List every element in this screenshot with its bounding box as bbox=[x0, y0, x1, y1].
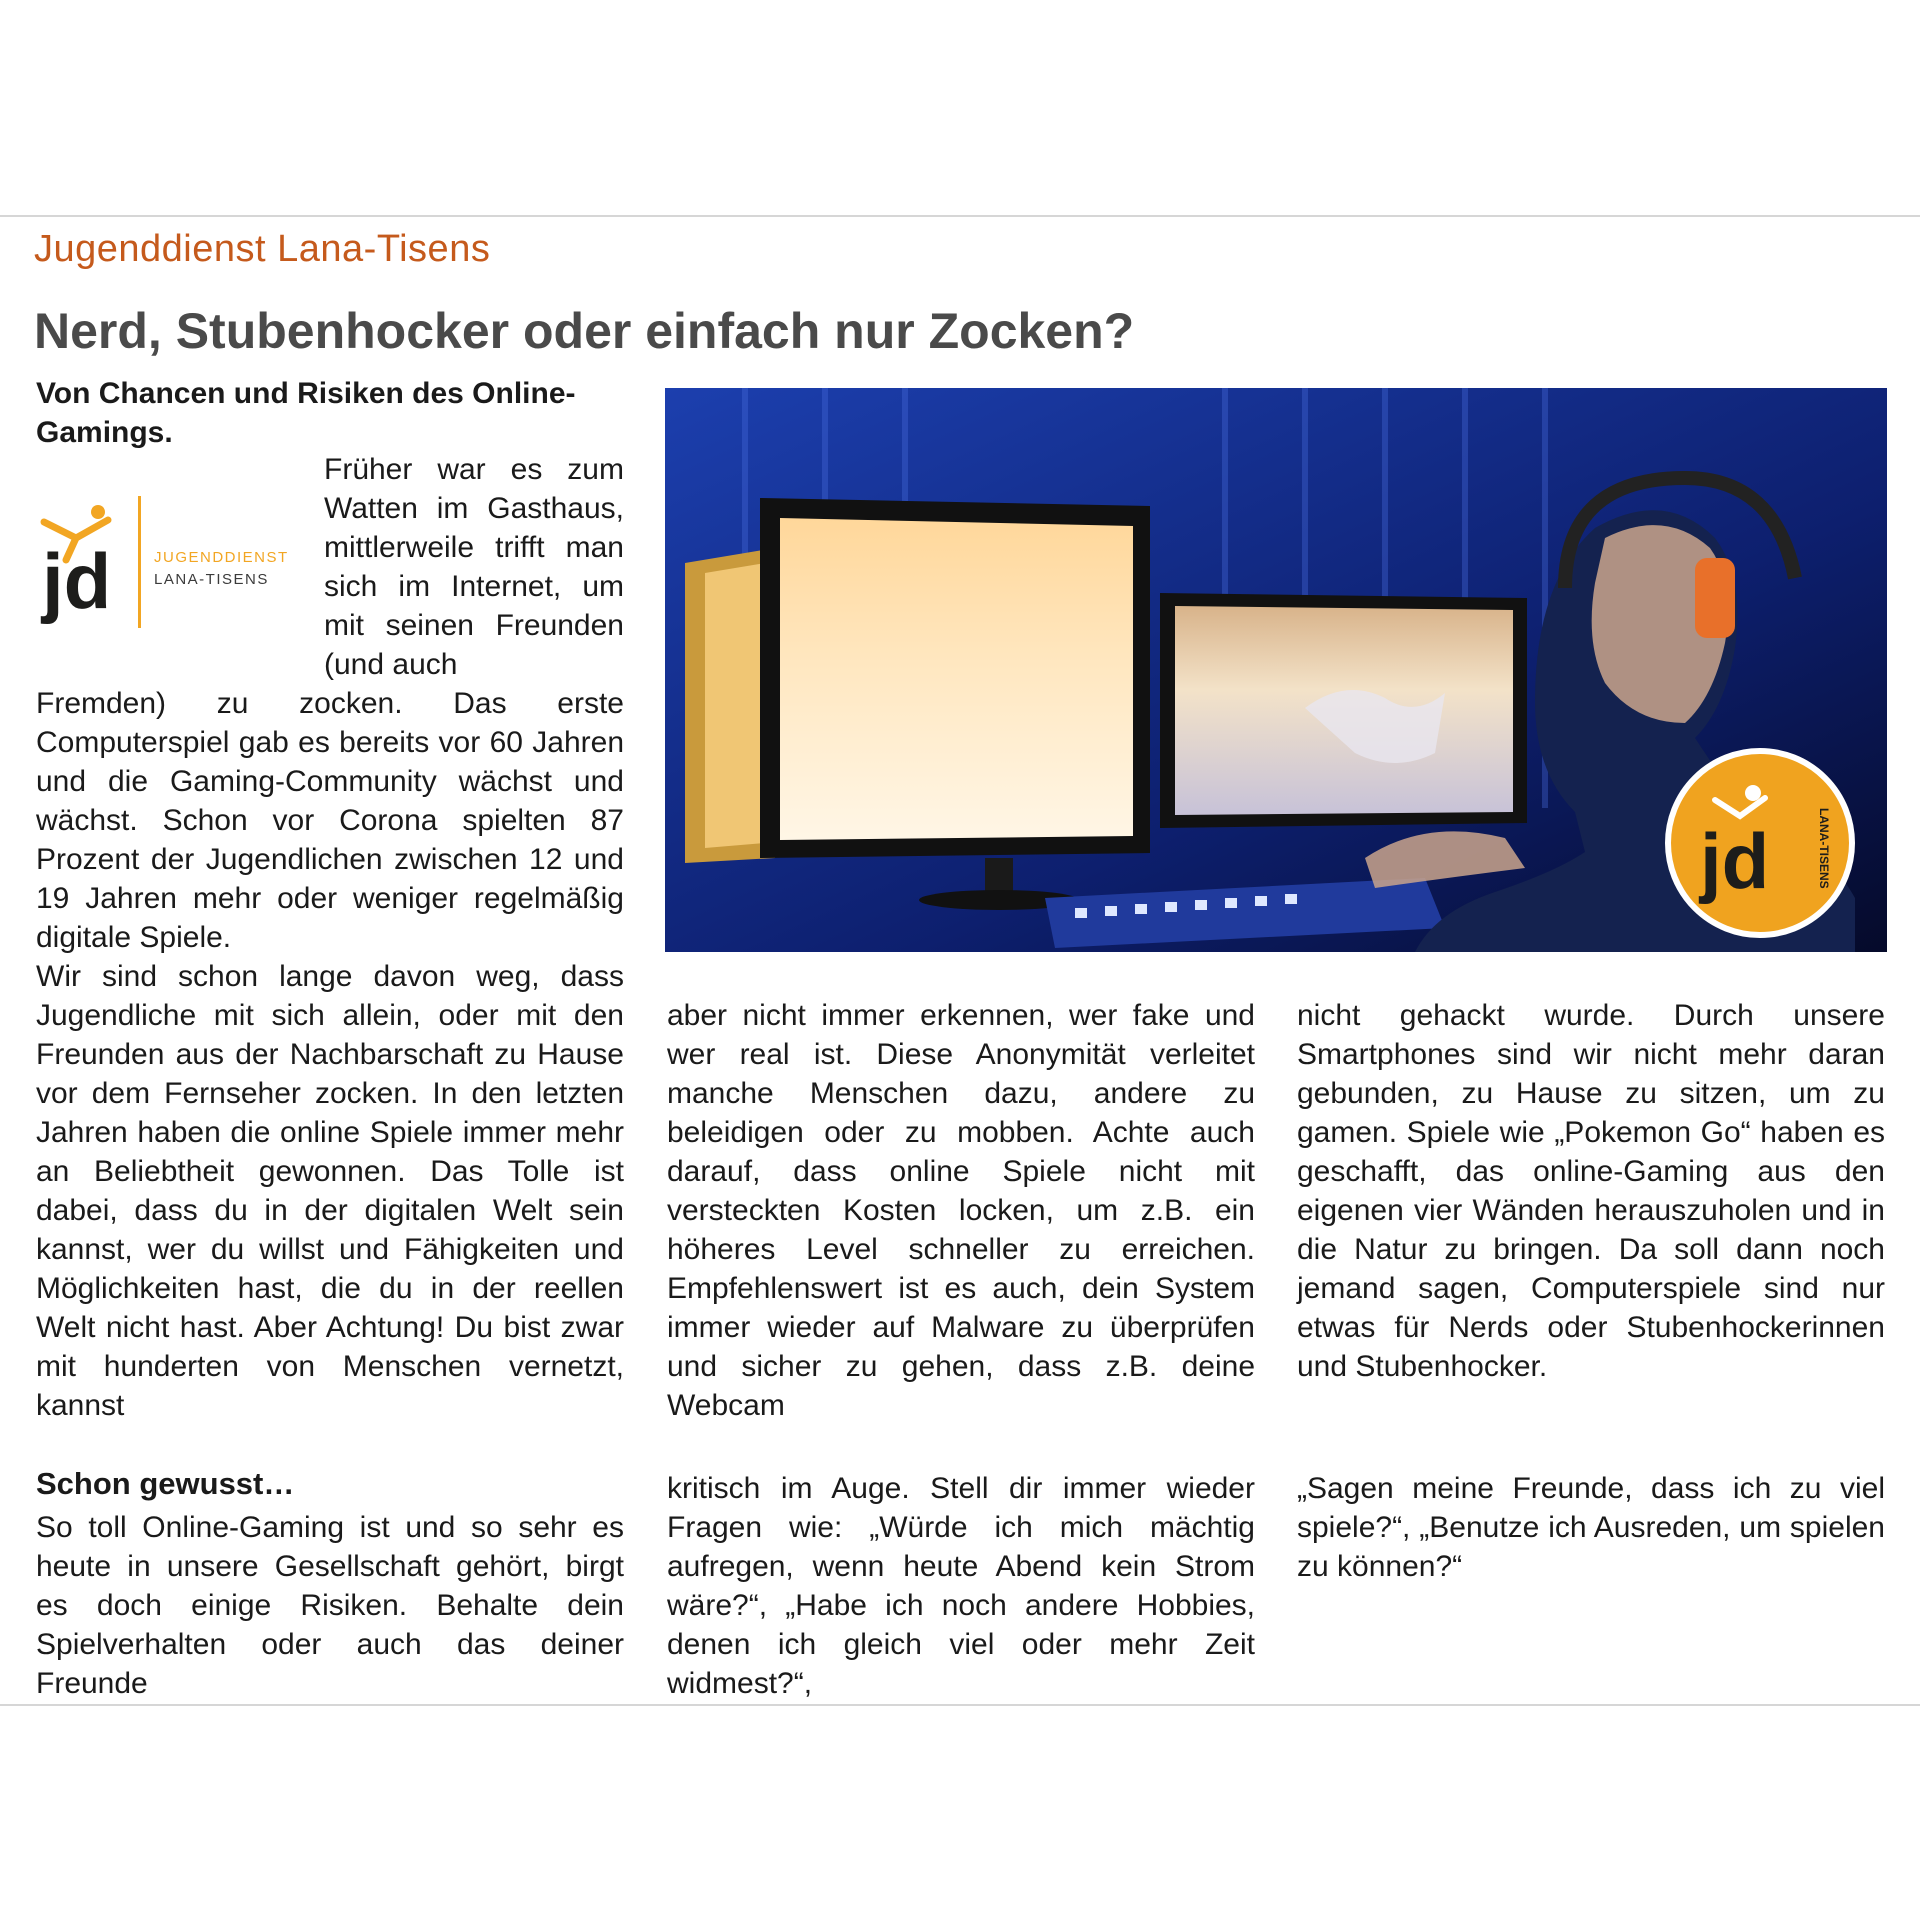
svg-text:JUGENDDIENST: JUGENDDIENST bbox=[154, 549, 289, 566]
svg-text:jd: jd bbox=[1700, 817, 1770, 905]
bottom-rule bbox=[0, 1704, 1920, 1706]
organization-name: Jugenddienst Lana-Tisens bbox=[34, 228, 491, 270]
intro-text-beside-logo: Früher war es zum Watten im Gasthaus, mittlerweile trifft man sich im Internet, um mit seinen Freunden (und auch bbox=[324, 453, 624, 681]
article-paragraph: Fremden) zu zocken. Das erste Computerspiel gab es bereits vor 60 Jahren und die Gaming-Community wächst und wächst. Schon vor Corona spielten 87 Prozent der Jugendlichen zwischen 12 und 19 Jahren mehr oder weniger regelmäßig digitale Spiele. bbox=[36, 687, 624, 954]
box-column-2: kritisch im Auge. Stell dir immer wieder Fragen wie: „Würde ich mich mächtig aufregen, wenn heute Abend kein Strom wäre?“, „Habe ich noch andere Hobbies, denen ich gleich viel oder mehr Zeit widmest?“, bbox=[667, 1472, 1255, 1700]
box-column-1: So toll Online-Gaming ist und so sehr es heute in unsere Gesellschaft gehört, birgt es doch einige Risiken. Behalte dein Spielverhalten oder auch das deiner Freunde bbox=[36, 1511, 624, 1700]
article-column-2 bbox=[667, 996, 1255, 1425]
article-paragraph: nicht gehackt wurde. Durch unsere Smartphones sind wir nicht mehr daran gebunden, zu Hause zu sitzen, um zu gamen. Spiele wie „Pokemon Go“ haben es geschafft, das online-Gaming aus den eigenen vier Wänden herauszuholen und in die Natur zu bringen. Da soll dann noch jemand sagen, Computerspiele sind nur etwas für Nerds oder Stubenhockerinnen und Stubenhocker. bbox=[1297, 999, 1885, 1383]
box-heading: Schon gewusst… bbox=[36, 1466, 295, 1501]
page-title: Nerd, Stubenhocker oder einfach nur Zocken? bbox=[34, 303, 1135, 359]
gaming-photo bbox=[665, 388, 1887, 952]
article-column-3 bbox=[1297, 996, 1885, 1386]
top-rule bbox=[0, 215, 1920, 217]
box-column-3: „Sagen meine Freunde, dass ich zu viel spiele?“, „Benutze ich Ausreden, um spielen zu können?“ bbox=[1297, 1472, 1885, 1583]
jd-badge-icon bbox=[1668, 751, 1852, 935]
jugenddienst-logo bbox=[36, 490, 306, 640]
article-subheadline: Von Chancen und Risiken des Online-Gamings. bbox=[36, 377, 576, 449]
jd-logo-mark bbox=[40, 505, 111, 625]
logo-divider bbox=[138, 496, 141, 628]
svg-text:jd: jd bbox=[42, 537, 112, 625]
svg-text:LANA-TISENS: LANA-TISENS bbox=[154, 571, 269, 588]
article-paragraph: Wir sind schon lange davon weg, dass Jugendliche mit sich allein, oder mit den Freunden aus der Nachbarschaft zu Hause vor dem Fernseher zocken. In den letzten Jahren haben die online Spiele immer mehr an Beliebtheit gewonnen. Das Tolle ist dabei, dass du in der digitalen Welt sein kannst, wer du willst und Fähigkeiten und Möglichkeiten hast, die du in der reellen Welt nicht hast. Aber Achtung! Du bist zwar mit hunderten von Menschen vernetzt, kannst bbox=[36, 960, 624, 1422]
article-column-1 bbox=[36, 684, 624, 1425]
svg-text:LANA-TISENS: LANA-TISENS bbox=[1817, 808, 1831, 889]
article-paragraph: aber nicht immer erkennen, wer fake und wer real ist. Diese Anonymität verleitet manche Menschen dazu, andere zu beleidigen oder zu mobben. Achte auch darauf, dass online Spiele nicht mit versteckten Kosten locken, um z.B. ein höheres Level schneller zu erreichen. Empfehlenswert ist es auch, dein System immer wieder auf Malware zu überprüfen und sicher zu gehen, dass z.B. deine Webcam bbox=[667, 999, 1255, 1422]
